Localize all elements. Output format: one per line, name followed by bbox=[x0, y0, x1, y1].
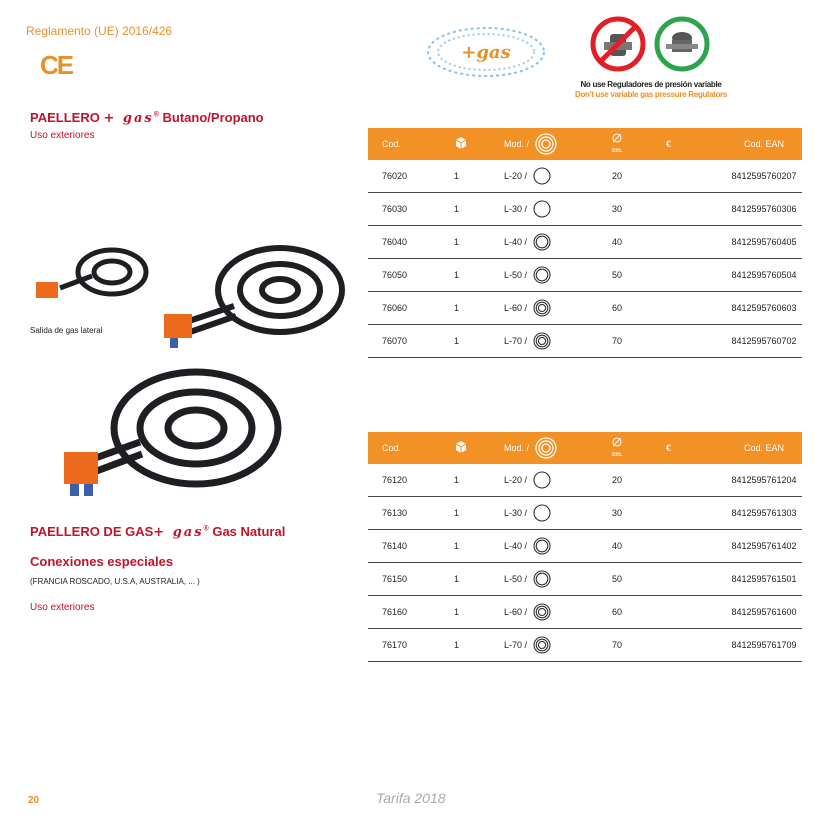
brand-logo-text: +gas bbox=[461, 42, 511, 63]
cell-qty: 1 bbox=[454, 629, 504, 662]
burner-rings-icon bbox=[535, 133, 557, 155]
header-box-icon bbox=[454, 432, 504, 464]
cell-price bbox=[666, 259, 726, 292]
regulation-text: Reglamento (UE) 2016/426 bbox=[26, 24, 173, 38]
burner-model-icon bbox=[533, 266, 551, 284]
header-mod: Mod. / bbox=[504, 128, 612, 160]
cell-diameter: 60 bbox=[612, 596, 666, 629]
header-cod: Cod. bbox=[368, 432, 454, 464]
header-box-icon bbox=[454, 128, 504, 160]
warning-spanish: No use Reguladores de presión variable bbox=[580, 80, 722, 89]
product1-title: PAELLERO + gas® Butano/Propano bbox=[30, 110, 264, 126]
cell-cod: 76020 bbox=[368, 160, 454, 193]
product2-title: PAELLERO DE GAS+ gas® Gas Natural bbox=[30, 524, 286, 540]
product2-countries: (FRANCIA ROSCADO, U.S.A, AUSTRALIA, ... ) bbox=[30, 577, 200, 586]
cell-cod: 76060 bbox=[368, 292, 454, 325]
cell-diameter: 50 bbox=[612, 563, 666, 596]
box-icon bbox=[454, 440, 468, 454]
cell-mod: L-70 / bbox=[504, 629, 612, 662]
table-row bbox=[368, 530, 802, 563]
burner-model-icon bbox=[533, 537, 551, 555]
catalog-name: Tarifa 2018 bbox=[376, 790, 446, 806]
cell-price bbox=[666, 530, 726, 563]
table-row bbox=[368, 259, 802, 292]
cell-cod: 76140 bbox=[368, 530, 454, 563]
cell-ean: 8412595760207 bbox=[726, 160, 802, 193]
ce-mark: CE bbox=[40, 50, 73, 80]
table-row bbox=[368, 629, 802, 662]
product2-brand: + gas bbox=[153, 525, 204, 540]
no-variable-regulator-icon bbox=[590, 16, 646, 72]
cell-cod: 76040 bbox=[368, 226, 454, 259]
cell-diameter: 20 bbox=[612, 464, 666, 497]
table-row bbox=[368, 596, 802, 629]
cell-ean: 8412595760405 bbox=[726, 226, 802, 259]
header-mod: Mod. / bbox=[504, 432, 612, 464]
cell-qty: 1 bbox=[454, 497, 504, 530]
cell-price bbox=[666, 325, 726, 358]
table-header-row bbox=[368, 432, 802, 464]
cell-mod: L-30 / bbox=[504, 497, 612, 530]
cell-diameter: 40 bbox=[612, 226, 666, 259]
cell-mod: L-20 / bbox=[504, 160, 612, 193]
header-price: € bbox=[666, 128, 726, 160]
cell-diameter: 60 bbox=[612, 292, 666, 325]
cell-qty: 1 bbox=[454, 160, 504, 193]
burner-model-icon bbox=[533, 570, 551, 588]
cell-qty: 1 bbox=[454, 596, 504, 629]
header-ean: Cod. EAN bbox=[726, 432, 802, 464]
cell-cod: 76160 bbox=[368, 596, 454, 629]
cell-ean: 8412595760504 bbox=[726, 259, 802, 292]
product1-brand: + gas bbox=[103, 111, 154, 126]
cell-ean: 8412595760702 bbox=[726, 325, 802, 358]
cell-diameter: 20 bbox=[612, 160, 666, 193]
cell-ean: 8412595761204 bbox=[726, 464, 802, 497]
cell-ean: 8412595761600 bbox=[726, 596, 802, 629]
cell-price bbox=[666, 193, 726, 226]
cell-qty: 1 bbox=[454, 292, 504, 325]
cell-ean: 8412595760306 bbox=[726, 193, 802, 226]
cell-diameter: 70 bbox=[612, 629, 666, 662]
fixed-regulator-icon bbox=[654, 16, 710, 72]
warning-english: Don't use variable gas pressure Regulators bbox=[574, 90, 728, 99]
cell-price bbox=[666, 497, 726, 530]
burner-model-icon bbox=[533, 471, 551, 489]
table-row bbox=[368, 193, 802, 226]
cell-diameter: 30 bbox=[612, 497, 666, 530]
product1-usage: Uso exteriores bbox=[30, 130, 95, 141]
cell-mod: L-50 / bbox=[504, 563, 612, 596]
cell-qty: 1 bbox=[454, 563, 504, 596]
small-burner-photo bbox=[30, 240, 152, 308]
cell-cod: 76050 bbox=[368, 259, 454, 292]
cell-mod: L-50 / bbox=[504, 259, 612, 292]
large-burner-photo bbox=[56, 360, 288, 506]
cell-ean: 8412595761501 bbox=[726, 563, 802, 596]
cell-price bbox=[666, 629, 726, 662]
cell-ean: 8412595761303 bbox=[726, 497, 802, 530]
cell-mod: L-40 / bbox=[504, 530, 612, 563]
burner-model-icon bbox=[533, 167, 551, 185]
box-icon bbox=[454, 136, 468, 150]
cell-diameter: 40 bbox=[612, 530, 666, 563]
cell-cod: 76170 bbox=[368, 629, 454, 662]
table-row bbox=[368, 325, 802, 358]
cell-ean: 8412595761402 bbox=[726, 530, 802, 563]
table-row bbox=[368, 160, 802, 193]
table-row bbox=[368, 292, 802, 325]
price-table-butane bbox=[368, 128, 802, 358]
header-diameter: cm. bbox=[612, 128, 666, 160]
table-header-row bbox=[368, 128, 802, 160]
cell-mod: L-60 / bbox=[504, 292, 612, 325]
burner-model-icon bbox=[533, 603, 551, 621]
burner-model-icon bbox=[533, 299, 551, 317]
medium-burner-photo bbox=[156, 236, 348, 360]
burner-model-icon bbox=[533, 636, 551, 654]
cell-price bbox=[666, 464, 726, 497]
cell-cod: 76030 bbox=[368, 193, 454, 226]
cell-cod: 76130 bbox=[368, 497, 454, 530]
table-row bbox=[368, 226, 802, 259]
cell-qty: 1 bbox=[454, 325, 504, 358]
cell-cod: 76150 bbox=[368, 563, 454, 596]
page-number: 20 bbox=[28, 795, 40, 806]
burner-model-icon bbox=[533, 504, 551, 522]
cell-qty: 1 bbox=[454, 464, 504, 497]
cell-mod: L-60 / bbox=[504, 596, 612, 629]
burner-rings-icon bbox=[535, 437, 557, 459]
cell-qty: 1 bbox=[454, 530, 504, 563]
diameter-icon bbox=[612, 437, 622, 447]
cell-ean: 8412595760603 bbox=[726, 292, 802, 325]
cell-qty: 1 bbox=[454, 259, 504, 292]
cell-ean: 8412595761709 bbox=[726, 629, 802, 662]
cell-price bbox=[666, 563, 726, 596]
diameter-icon bbox=[612, 133, 622, 143]
cell-cod: 76070 bbox=[368, 325, 454, 358]
cell-diameter: 70 bbox=[612, 325, 666, 358]
header-ean: Cod. EAN bbox=[726, 128, 802, 160]
product2-usage: Uso exteriores bbox=[30, 602, 95, 613]
burner-model-icon bbox=[533, 332, 551, 350]
table-row bbox=[368, 563, 802, 596]
burner-model-icon bbox=[533, 200, 551, 218]
cell-diameter: 50 bbox=[612, 259, 666, 292]
brand-logo bbox=[424, 24, 550, 80]
cell-price bbox=[666, 160, 726, 193]
cell-price bbox=[666, 596, 726, 629]
header-cod: Cod. bbox=[368, 128, 454, 160]
burner-model-icon bbox=[533, 233, 551, 251]
header-price: € bbox=[666, 432, 726, 464]
cell-cod: 76120 bbox=[368, 464, 454, 497]
cell-mod: L-20 / bbox=[504, 464, 612, 497]
cell-qty: 1 bbox=[454, 193, 504, 226]
cell-diameter: 30 bbox=[612, 193, 666, 226]
cell-mod: L-40 / bbox=[504, 226, 612, 259]
product2-subtitle: Conexiones especiales bbox=[30, 554, 174, 569]
table-row bbox=[368, 464, 802, 497]
cell-price bbox=[666, 226, 726, 259]
cell-mod: L-30 / bbox=[504, 193, 612, 226]
price-table-natural-gas bbox=[368, 432, 802, 662]
cell-mod: L-70 / bbox=[504, 325, 612, 358]
cell-price bbox=[666, 292, 726, 325]
photo-caption: Salida de gas lateral bbox=[30, 326, 103, 335]
header-diameter: cm. bbox=[612, 432, 666, 464]
table-row bbox=[368, 497, 802, 530]
cell-qty: 1 bbox=[454, 226, 504, 259]
